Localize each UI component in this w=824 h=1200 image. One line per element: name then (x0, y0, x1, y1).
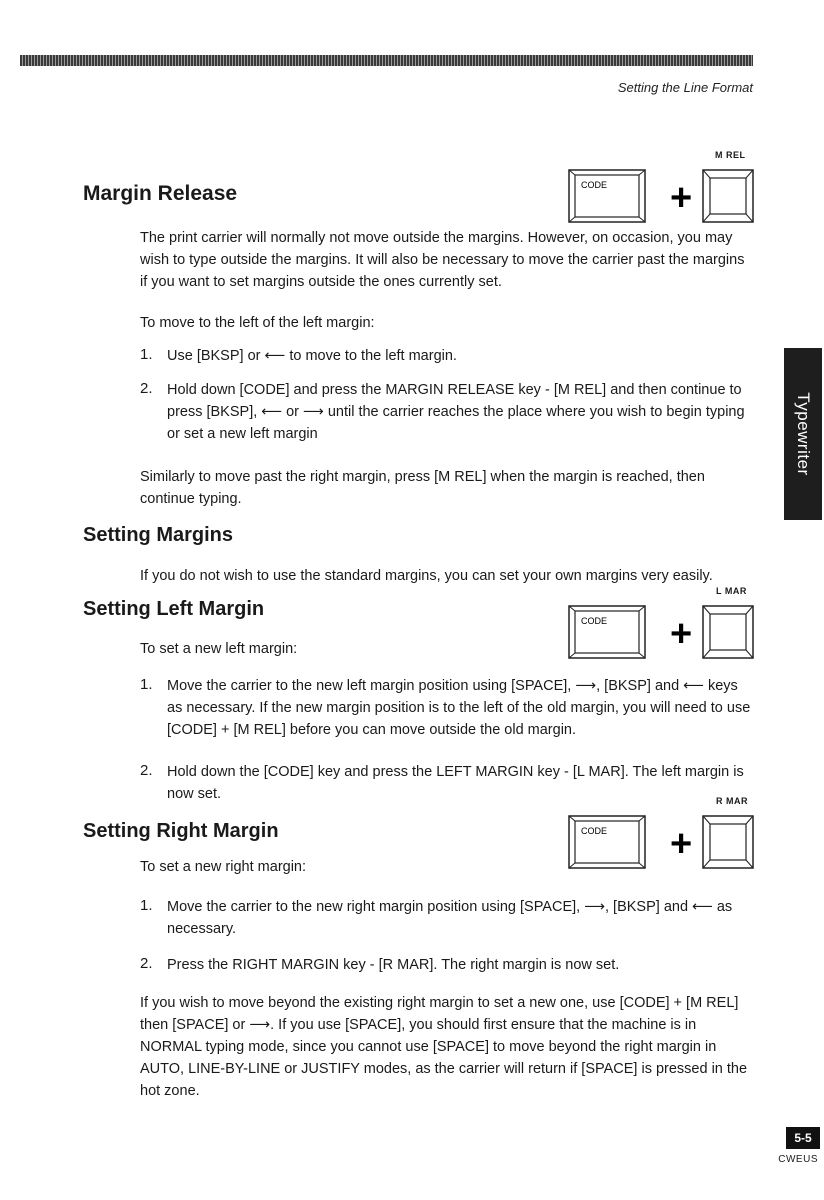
left-margin-heading: Setting Left Margin (83, 598, 265, 620)
right-margin-step-2: Press the RIGHT MARGIN key - [R MAR]. The right margin is now set. (167, 957, 620, 973)
margin-release-step-1: Use [BKSP] or ⟵ to move to the left margin. (167, 348, 457, 364)
r-mar-key-label: R MAR (716, 796, 748, 806)
margin-release-step-2: Hold down [CODE] and press the MARGIN RELEASE key - [M REL] and then continue to press [BKSP], ⟵ or ⟶ until the carrier reaches the place where you wish to begin typing or set a new left margin (167, 382, 745, 442)
l-mar-key-label: L MAR (716, 586, 747, 596)
left-margin-intro: To set a new left margin: (140, 641, 298, 657)
step-number: 1. (140, 897, 153, 914)
plus-sign: + (670, 823, 693, 865)
left-margin-step-2: Hold down the [CODE] key and press the LEFT MARGIN key - [L MAR]. The left margin is now set. (167, 764, 744, 802)
left-margin-step-1: Move the carrier to the new left margin position using [SPACE], ⟶, [BKSP] and ⟵ keys as necessary. If the new margin position is to the left of the old margin, you will need to use [CODE] + [M REL] before you can move outside the old margin. (167, 678, 751, 738)
step-number: 1. (140, 676, 153, 693)
page-number: 5-5 (786, 1127, 820, 1149)
brand-mark: CWEUS (778, 1154, 818, 1165)
plus-sign: + (670, 177, 693, 219)
code-plus-m-rel-key-graphic (567, 167, 755, 227)
step-number: 2. (140, 762, 153, 779)
running-head: Setting the Line Format (617, 80, 753, 95)
setting-margins-heading: Setting Margins (83, 524, 234, 546)
right-margin-final-paragraph: If you wish to move beyond the existing right margin to set a new one, use [CODE] + [M REL] then [SPACE] or ⟶. If you use [SPACE], you should first ensure that the machine is in NORMAL typing mode, since you cannot use [SPACE] to move beyond the right margin in AUTO, LINE-BY-LINE or JUSTIFY modes, as the carrier will return if [SPACE] is pressed in the hot zone. (140, 995, 748, 1099)
margin-release-paragraph: The print carrier will normally not move outside the margins. However, on occasion, you may wish to type outside the margins. It will also be necessary to move the carrier past the margins if you want to set margins outside the ones currently set. (140, 230, 745, 290)
step-number: 2. (140, 955, 153, 972)
m-rel-key-label: M REL (715, 150, 746, 160)
code-key-label: CODE (581, 616, 608, 626)
header-rule (20, 55, 753, 66)
code-key-label: CODE (581, 180, 608, 190)
left-move-intro: To move to the left of the left margin: (140, 315, 375, 331)
code-plus-r-mar-key-graphic (567, 813, 755, 873)
step-number: 2. (140, 380, 153, 397)
right-margin-heading: Setting Right Margin (83, 820, 279, 842)
plus-sign: + (670, 613, 693, 655)
margin-release-heading: Margin Release (83, 182, 238, 205)
margin-release-right-note: Similarly to move past the right margin, press [M REL] when the margin is reached, then continue typing. (140, 469, 705, 507)
setting-margins-paragraph: If you do not wish to use the standard margins, you can set your own margins very easily. (140, 568, 713, 584)
section-tab: Typewriter (784, 348, 822, 520)
right-margin-intro: To set a new right margin: (140, 859, 307, 875)
code-plus-l-mar-key-graphic (567, 603, 755, 663)
step-number: 1. (140, 346, 153, 363)
code-key-label: CODE (581, 826, 608, 836)
right-margin-step-1: Move the carrier to the new right margin position using [SPACE], ⟶, [BKSP] and ⟵ as necessary. (167, 899, 733, 937)
